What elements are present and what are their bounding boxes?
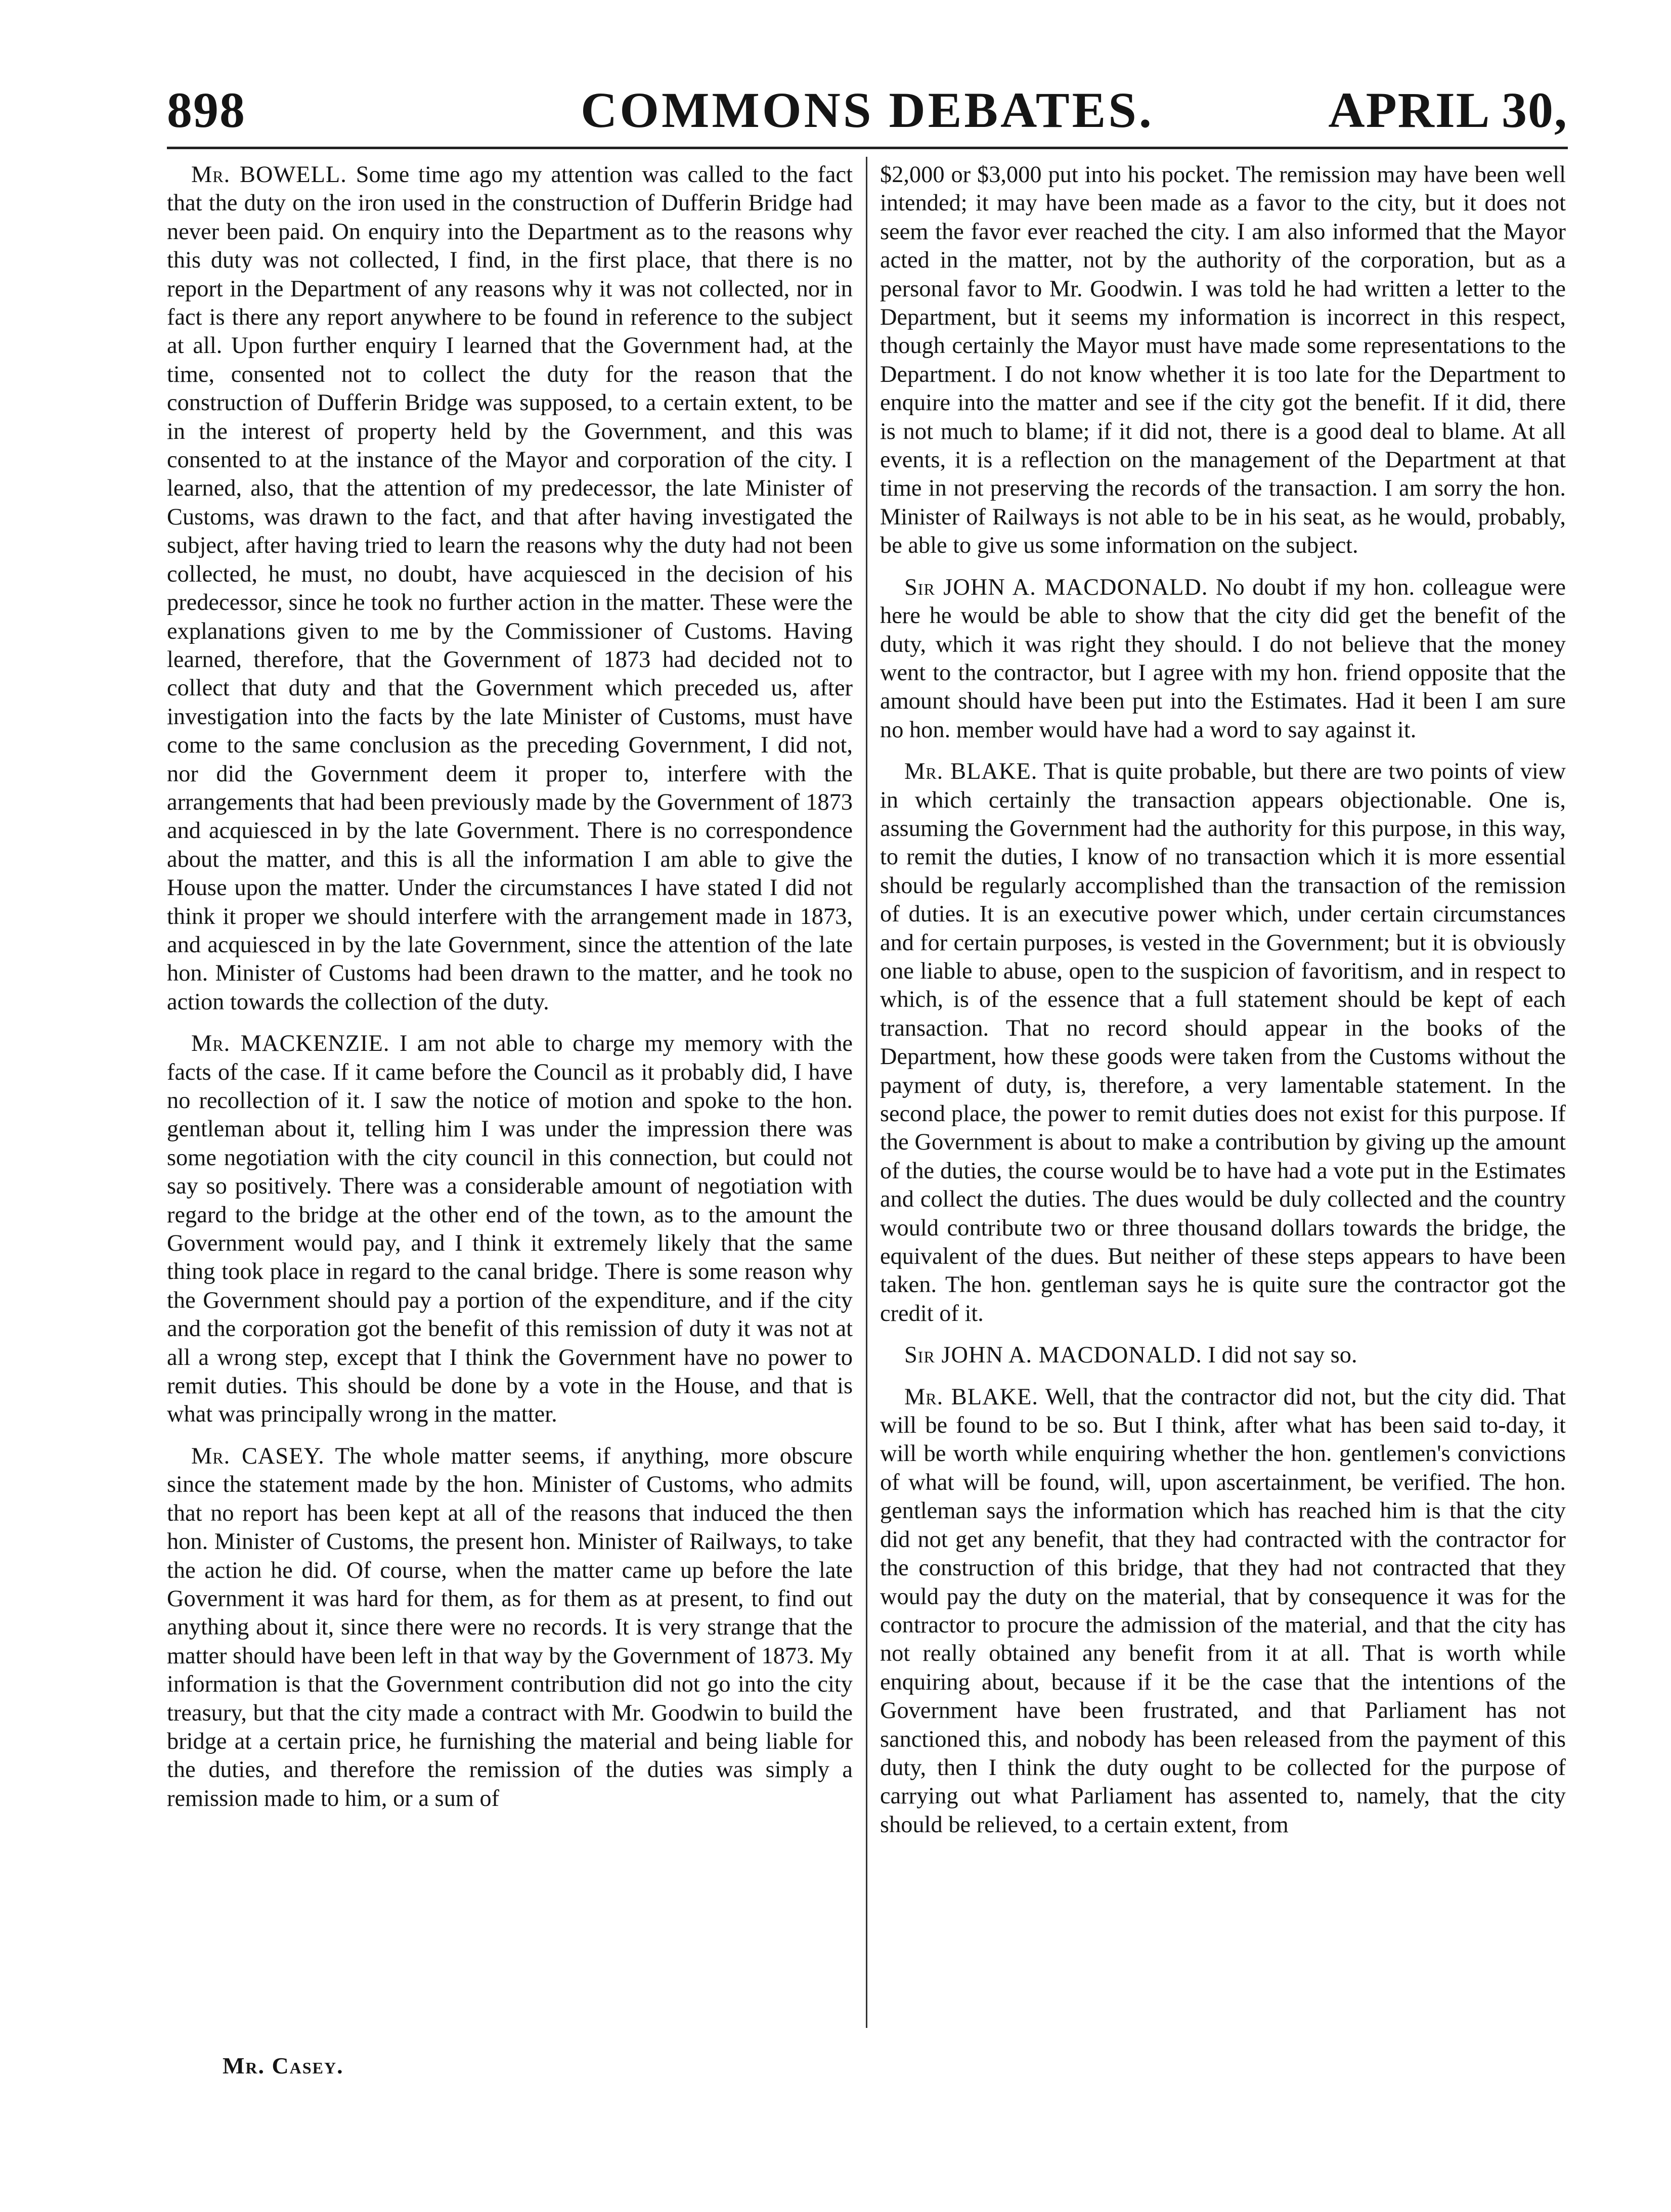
speech-text: I did not say so. — [1208, 1342, 1357, 1368]
header-date: APRIL 30, — [1328, 82, 1568, 138]
speech-paragraph — [880, 758, 1566, 1328]
left-column — [167, 161, 853, 2032]
right-column — [880, 161, 1566, 2032]
speaker-name: Sir JOHN A. MACDONALD. — [904, 574, 1208, 600]
running-title: COMMONS DEBATES. — [581, 82, 1154, 138]
speech-text: I am not able to charge my memory with the facts of the case. If it came before the Council as it probably did, I have no recollection of it. I saw the notice of motion and spoke to the hon. gentleman about it, telling him I was under the impression there was some negotiation with the city council in this connection, but could not say so positively. There was a considerable amount of negotiation with regard to the bridge at the other end of the town, as to the amount the Government would pay, and I think it extremely likely that the same thing took place in regard to the canal bridge. There is some reason why the Government should pay a portion of the expenditure, and if the city and the corporation got the benefit of this remission of duty it was not at all a wrong step, except that I think the Government have no power to remit duties. This should be done by a vote in the House, and that is what was principally wrong in the matter. — [167, 1031, 853, 1428]
speech-paragraph — [880, 1383, 1566, 1840]
speech-paragraph — [880, 573, 1566, 744]
speech-text: No doubt if my hon. colleague were here he would be able to show that the city did get the benefit of the duty, which it was right they should. I do not believe that the money went to the contractor, but I agree with my hon. friend opposite that the amount should have been put into the Estimates. Had it been I am sure no hon. member would have had a word to say against it. — [880, 574, 1566, 743]
speech-text: $2,000 or $3,000 put into his pocket. The remission may have been well intended; it may have been made as a favor to the city, but it does not seem the favor ever reached the city. I am also informed that the Mayor acted in the matter, not by the authority of the corporation, but as a personal favor to Mr. Goodwin. I was told he had written a letter to the Department, but it seems my information is incorrect in this respect, though certainly the Mayor must have made some representations to the Department. I do not know whether it is too late for the Department to enquire into the matter and see if the city got the benefit. If it did, there is not much to blame; if it did not, there is a good deal to blame. At all events, it is a reflection on the management of the Department at that time in not preserving the records of the transaction. I am sorry the hon. Minister of Railways is not able to be in his seat, as he would, probably, be able to give us some information on the subject. — [880, 162, 1566, 559]
speech-paragraph — [880, 1341, 1566, 1369]
speaker-name: Mr. BOWELL. — [191, 162, 347, 188]
speech-text: Some time ago my attention was called to the fact that the duty on the iron used in the construction of Dufferin Bridge had never been paid. On enquiry into the Department as to the reasons why this duty was not collected, I find, in the first place, that there is no report in the Department of any reasons why it was not collected, nor in fact is there any report anywhere to be found in reference to the subject at all. Upon further enquiry I learned that the Government had, at the time, consented not to collect the duty for the reason that the construction of Dufferin Bridge was supposed, to a certain extent, to be in the interest of property held by the Government, and this was consented to at the instance of the Mayor and corporation of the city. I learned, also, that the attention of my predecessor, the late Minister of Customs, was drawn to the fact, and that after having investigated the subject, after having tried to learn the reasons why the duty had not been collected, he must, no doubt, have acquiesced in the decision of his predecessor, since he took no further action in the matter. These were the explanations given to me by the Commissioner of Customs. Having learned, therefore, that the Government of 1873 had decided not to collect that duty and that the Government which preceded us, after investigation into the facts by the late Minister of Customs, must have come to the same conclusion as the preceding Government, I did not, nor did the Government deem it proper to, interfere with the arrangements that had been previously made by the Government of 1873 and acquiesced in by the late Government. There is no correspondence about the matter, and this is all the information I am able to give the House upon the matter. Under the circumstances I have stated I did not think it proper we should interfere with the arrangement made in 1873, and acquiesced in by the late Government, since the attention of the late hon. Minister of Customs had been drawn to the matter, and he took no action towards the collection of the duty. — [167, 162, 853, 1015]
speaker-name: Mr. BLAKE. — [904, 759, 1038, 785]
header-rule — [167, 147, 1568, 149]
page-header — [167, 76, 1568, 152]
speaker-name: Mr. MACKENZIE. — [191, 1031, 390, 1057]
page-number: 898 — [167, 82, 246, 138]
speech-text: The whole matter seems, if anything, more obscure since the statement made by the hon. Minister of Customs, who admits that no report has been kept at all of the reasons that induced the then hon. Minister of Customs, the present hon. Minister of Railways, to take the action he did. Of course, when the matter came up before the late Government it was hard for them, as for them as at present, to find out anything about it, since there were no records. It is very strange that the matter should have been left in that way by the Government of 1873. My information is that the Government contribution did not go into the city treasury, but that the city made a contract with Mr. Goodwin to build the bridge at a certain price, he furnishing the material and being liable for the duties, and therefore the remission of the duties was simply a remission made to him, or a sum of — [167, 1443, 853, 1811]
speech-paragraph — [167, 1030, 853, 1429]
speech-text: Well, that the contractor did not, but the city did. That will be found to be so. But I think, after what has been said to-day, it will be worth while enquiring whether the hon. gentlemen's convictions of what will be found, will, upon ascertainment, be verified. The hon. gentleman says the information which has reached him is that the city did not get any benefit, that they had contracted with the contractor for the construction of this bridge, that they had not contracted that they would pay the duty on the material, that by consequence it was for the contractor to procure the admission of the material, and that the city has not really obtained any benefit from it at all. That is worth while enquiring about, because if it be the case that the intentions of the Government have been frustrated, and that Parliament has not sanctioned this, and nobody has been released from the payment of this duty, then I think the duty ought to be collected for the purpose of carrying out what Parliament has assented to, namely, that the city should be relieved, to a certain extent, from — [880, 1384, 1566, 1838]
footer-speaker: Mr. Casey. — [223, 2053, 344, 2078]
speaker-name: Mr. CASEY. — [191, 1443, 325, 1469]
speech-paragraph — [167, 1442, 853, 1813]
column-divider — [866, 157, 867, 2028]
speaker-name: Sir JOHN A. MACDONALD. — [904, 1342, 1202, 1368]
speech-paragraph — [167, 161, 853, 1016]
speech-text: That is quite probable, but there are two points of view in which certainly the transaction appears objectionable. One is, assuming the Government had the authority for this purpose, in this way, to remit the duties, I know of no transaction which it is more essential should be regularly accomplished than the transaction of the remission of duties. It is an executive power which, under certain circumstances and for certain purposes, is vested in the Government; but it is obviously one liable to abuse, open to the suspicion of favoritism, and in respect to which, is of the essence that a full statement should be kept of each transaction. That no record should appear in the books of the Department, how these goods were taken from the Customs without the payment of duty, is, therefore, a very lamentable statement. In the second place, the power to remit duties does not exist for this purpose. If the Government is about to make a contribution by giving up the amount of the duties, the course would be to have had a vote put in the Estimates and collect the duties. The dues would be duly collected and the country would contribute two or three thousand dollars towards the bridge, the equivalent of the dues. But neither of these steps appears to have been taken. The hon. gentleman says he is quite sure the contractor got the credit of it. — [880, 759, 1566, 1326]
speaker-name: Mr. BLAKE. — [904, 1384, 1039, 1410]
speech-paragraph-continued — [880, 161, 1566, 560]
